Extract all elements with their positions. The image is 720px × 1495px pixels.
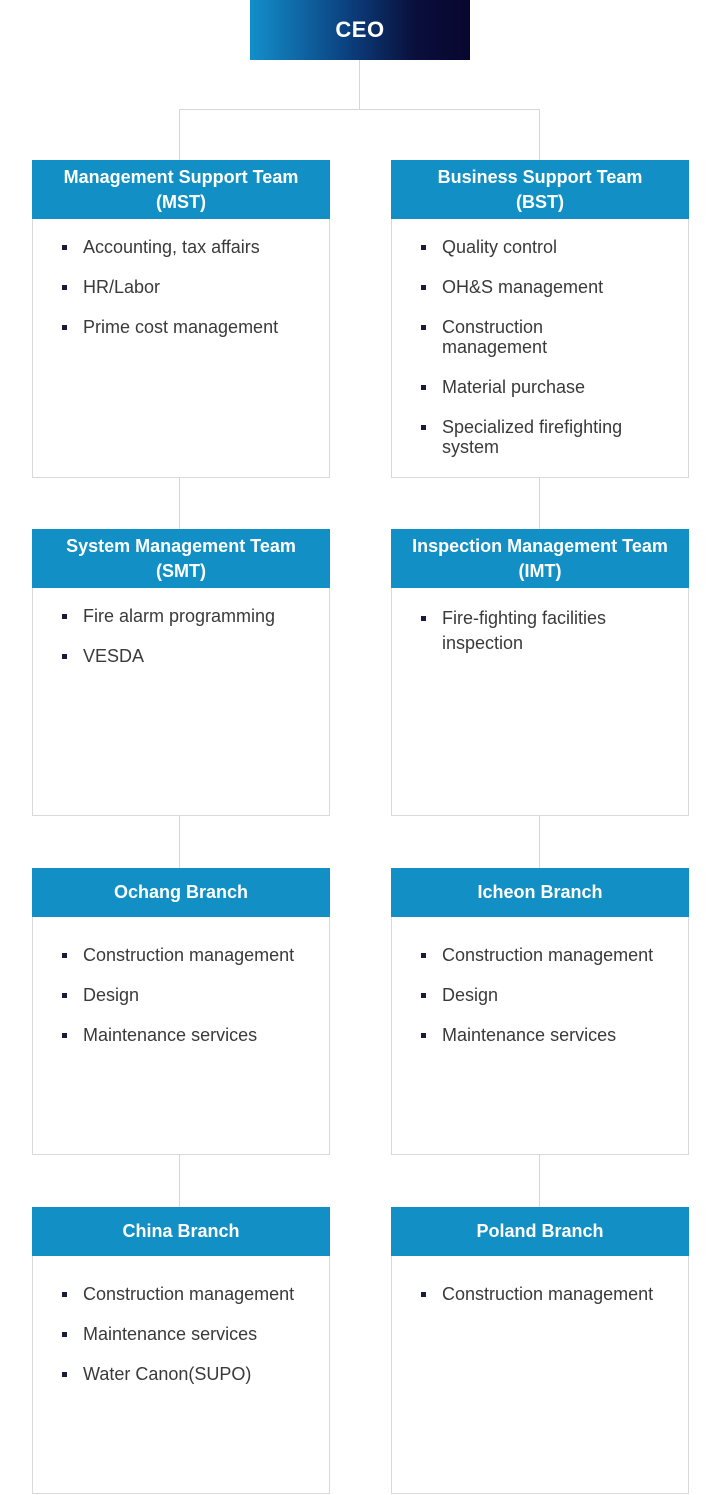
list-item: Maintenance services bbox=[33, 1324, 329, 1344]
team-abbr: (BST) bbox=[516, 191, 564, 212]
connector-horizontal bbox=[179, 109, 540, 110]
team-header-bst bbox=[391, 160, 689, 219]
team-abbr: (MST) bbox=[156, 191, 206, 212]
connector-left-1 bbox=[179, 478, 180, 529]
list-item: Construction management bbox=[392, 1284, 688, 1304]
branch-header-china bbox=[32, 1207, 330, 1256]
branch-title: Ochang Branch bbox=[113, 882, 249, 902]
list-item: Material purchase bbox=[392, 377, 688, 397]
list-item: Fire-fighting facilities inspection bbox=[392, 606, 688, 656]
team-header-smt bbox=[32, 529, 330, 588]
duty-list bbox=[392, 917, 688, 1045]
ceo-label: CEO bbox=[335, 17, 385, 42]
team-header-imt bbox=[391, 529, 689, 588]
branch-box-icheon bbox=[391, 868, 689, 1155]
list-item: Maintenance services bbox=[33, 1025, 329, 1045]
duty-list bbox=[33, 917, 329, 1045]
list-item: Accounting, tax affairs bbox=[33, 237, 329, 257]
list-item: Maintenance services bbox=[392, 1025, 688, 1045]
list-item: HR/Labor bbox=[33, 277, 329, 297]
duty-list bbox=[33, 588, 329, 666]
branch-title: Icheon Branch bbox=[477, 882, 603, 902]
branch-box-ochang bbox=[32, 868, 330, 1155]
team-header-mst bbox=[32, 160, 330, 219]
team-box-bst bbox=[391, 160, 689, 478]
team-box-smt bbox=[32, 529, 330, 816]
connector-right-down bbox=[539, 109, 540, 160]
branch-title: China Branch bbox=[122, 1221, 240, 1241]
list-item: OH&S management bbox=[392, 277, 688, 297]
list-item: Design bbox=[392, 985, 688, 1005]
branch-header-ochang bbox=[32, 868, 330, 917]
list-item: Design bbox=[33, 985, 329, 1005]
duty-list bbox=[392, 588, 688, 656]
connector-left-2 bbox=[179, 816, 180, 868]
team-box-mst bbox=[32, 160, 330, 478]
list-item: Construction management bbox=[33, 1284, 329, 1304]
team-title: System Management Team bbox=[66, 535, 296, 556]
list-item: Fire alarm programming bbox=[33, 606, 329, 626]
branch-header-icheon bbox=[391, 868, 689, 917]
branch-title: Poland Branch bbox=[476, 1221, 604, 1241]
team-abbr: (IMT) bbox=[518, 560, 562, 581]
connector-left-3 bbox=[179, 1155, 180, 1207]
connector-ceo-down bbox=[359, 60, 360, 109]
list-item: Quality control bbox=[392, 237, 688, 257]
list-item: Construction management bbox=[392, 317, 688, 357]
team-title: Business Support Team bbox=[437, 166, 643, 187]
connector-right-2 bbox=[539, 816, 540, 868]
list-item: VESDA bbox=[33, 646, 329, 666]
connector-right-3 bbox=[539, 1155, 540, 1207]
duty-list bbox=[33, 219, 329, 337]
ceo-box bbox=[250, 0, 470, 60]
connector-left-down bbox=[179, 109, 180, 160]
branch-box-poland bbox=[391, 1207, 689, 1494]
duty-list bbox=[392, 219, 688, 457]
list-item: Construction management bbox=[33, 945, 329, 965]
team-title: Inspection Management Team bbox=[412, 535, 668, 556]
team-title: Management Support Team bbox=[63, 166, 299, 187]
team-abbr: (SMT) bbox=[156, 560, 206, 581]
list-item: Water Canon(SUPO) bbox=[33, 1364, 329, 1384]
duty-list bbox=[392, 1256, 688, 1304]
duty-list bbox=[33, 1256, 329, 1384]
team-box-imt bbox=[391, 529, 689, 816]
list-item: Construction management bbox=[392, 945, 688, 965]
list-item: Specialized firefighting system bbox=[392, 417, 688, 457]
branch-header-poland bbox=[391, 1207, 689, 1256]
connector-right-1 bbox=[539, 478, 540, 529]
branch-box-china bbox=[32, 1207, 330, 1494]
list-item: Prime cost management bbox=[33, 317, 329, 337]
